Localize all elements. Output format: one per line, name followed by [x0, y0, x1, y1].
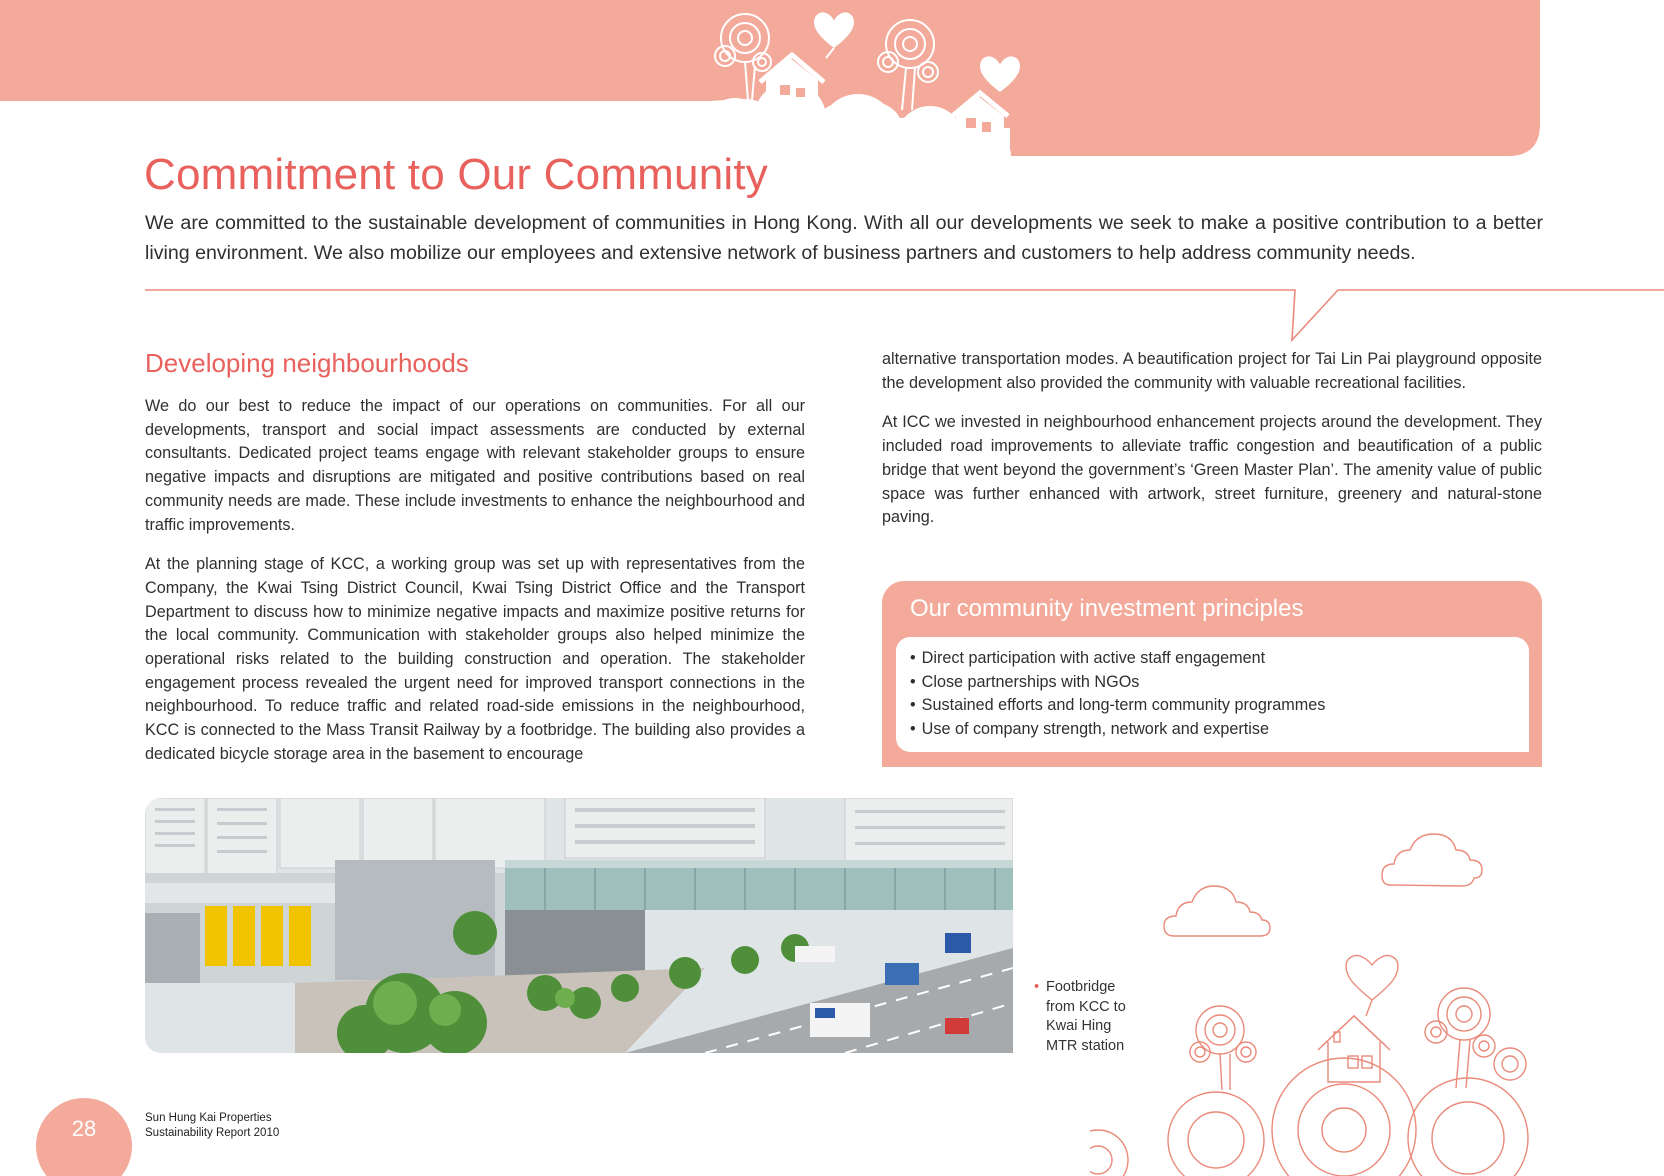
- intro-paragraph: We are committed to the sustainable development of communities in Hong Kong. With all our developments we seek to make a positive contribution to a better living environment. We also mobilize our employees and extensive network of business partners and customers to help address community needs.: [145, 212, 1543, 264]
- page-title: Commitment to Our Community: [144, 150, 768, 199]
- page-number-badge: [36, 1098, 132, 1176]
- section-divider: [0, 280, 1664, 350]
- principles-list: [896, 637, 1529, 752]
- footer: [145, 1111, 279, 1141]
- body-paragraph: We do our best to reduce the impact of our operations on communities. For all our developments, transport and social impact assessments are conducted by external consultants. Dedicated project teams engage with relevant stakeholder groups to ensure negative impacts and disruptions are mitigated and positive contributions based on real community needs are made. These include investments to enhance the neighbourhood and traffic improvements.: [145, 397, 805, 534]
- caption-line: from KCC to: [1046, 998, 1126, 1015]
- footbridge-photo: [145, 798, 1013, 1053]
- list-item: • Use of company strength, network and expertise: [910, 718, 1529, 742]
- cloud-icon: [1164, 886, 1270, 936]
- caption-bullet-icon: •: [1034, 979, 1040, 995]
- list-item: • Close partnerships with NGOs: [910, 671, 1529, 695]
- list-item: • Sustained efforts and long-term community programmes: [910, 694, 1529, 718]
- left-column: [145, 395, 805, 783]
- section-heading: Developing neighbourhoods: [145, 348, 469, 378]
- body-paragraph: At the planning stage of KCC, a working group was set up with representatives from the Company, the Kwai Tsing District Council, Kwai Tsing District Office and the Transport Department to discuss how to minimize negative impacts and maximize positive returns for the local community. Communication with stakeholder groups also helped minimize the operational risks related to the building construction and operation. The stakeholder engagement process revealed the urgent need for improved transport connections in the neighbourhood. To reduce traffic and related road-side emissions in the neighbourhood, KCC is connected to the Mass Transit Railway by a footbridge. The building also provides a dedicated bicycle storage area in the basement to encourage: [145, 555, 805, 763]
- cloud-icon: [1382, 834, 1482, 886]
- top-banner: [0, 0, 1540, 156]
- lollipop-tree-icon: [1425, 988, 1495, 1088]
- principles-title: Our community investment principles: [910, 595, 1304, 622]
- body-paragraph: At ICC we invested in neighbourhood enhancement projects around the development. They included road improvements to alleviate traffic congestion and beautification of a public bridge that went beyond the government’s ‘Green Master Plan’. The amenity value of public space was further enhanced with artwork, street furniture, greenery and natural-stone paving.: [882, 413, 1542, 527]
- body-paragraph: alternative transportation modes. A beautification project for Tai Lin Pai playground opposite the development also provided the community with valuable recreational facilities.: [882, 350, 1542, 392]
- caption-line: Kwai Hing: [1046, 1018, 1112, 1035]
- footer-report: Sustainability Report 2010: [145, 1127, 280, 1139]
- footer-company: Sun Hung Kai Properties: [145, 1112, 272, 1124]
- caption-line: Footbridge: [1046, 979, 1116, 995]
- house-icon: [1318, 1016, 1390, 1082]
- principles-box: [882, 581, 1542, 767]
- banner-illustration: [0, 0, 1540, 160]
- heart-icon: [1346, 955, 1398, 1000]
- caption-line: MTR station: [1046, 1038, 1125, 1055]
- line-art-illustration: [1090, 820, 1664, 1176]
- page-number: 28: [71, 1116, 97, 1141]
- lollipop-tree-icon: [1190, 1006, 1256, 1090]
- right-column: [882, 348, 1542, 546]
- list-item: • Direct participation with active staff engagement: [910, 647, 1529, 671]
